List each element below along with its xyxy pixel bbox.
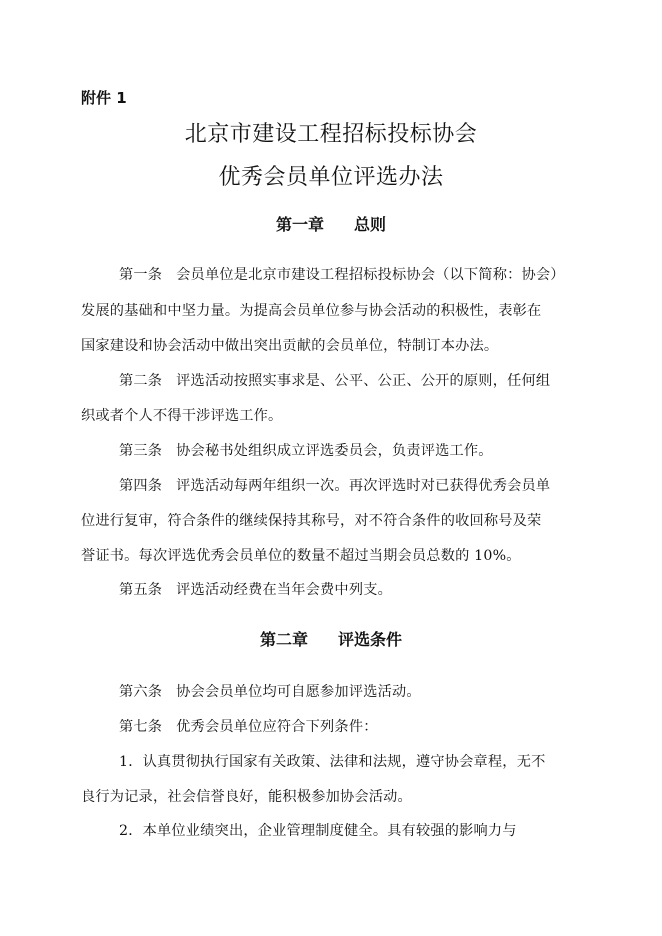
article-text: 协会会员单位均可自愿参加评选活动。: [176, 684, 421, 700]
article-text: 协会秘书处组织成立评选委员会，负责评选工作。: [176, 443, 493, 459]
article-5-line-1: [119, 580, 619, 600]
article-6-line-1: [119, 682, 619, 702]
chapter-heading-1: [0, 214, 662, 236]
document-title-line-1: 北京市建设工程招标投标协会: [184, 122, 478, 147]
article-text: 会员单位是北京市建设工程招标投标协会（以下简称：协会）: [176, 267, 565, 283]
article-2-line-1: [119, 371, 619, 391]
article-label: 第三条: [119, 443, 163, 459]
article-label: 第七条: [119, 719, 163, 735]
attachment-label: 附件 1: [81, 89, 127, 107]
chapter-heading-2: [0, 629, 662, 651]
document-title-line-2: 优秀会员单位评选办法: [218, 165, 444, 190]
chapter-number: 第一章: [275, 215, 324, 234]
chapter-name: 评选条件: [338, 630, 403, 649]
article-text: 评选活动按照实事求是、公平、公正、公开的原则，任何组: [176, 373, 551, 389]
article-3-line-1: [119, 441, 619, 461]
article-label: 第四条: [119, 478, 163, 494]
article-label: 第六条: [119, 684, 163, 700]
condition-2-line-1: 2．本单位业绩突出，企业管理制度健全。具有较强的影响力与: [119, 823, 517, 839]
article-text: 评选活动每两年组织一次。再次评选时对已获得优秀会员单: [176, 478, 551, 494]
article-2-line-2: 织或者个人不得干涉评选工作。: [81, 408, 283, 424]
article-1-line-3: 国家建设和协会活动中做出突出贡献的会员单位，特制订本办法。: [81, 338, 499, 354]
article-1-line-2: 发展的基础和中坚力量。为提高会员单位参与协会活动的积极性，表彰在: [81, 303, 542, 319]
article-text: 优秀会员单位应符合下列条件：: [176, 719, 378, 735]
article-label: 第二条: [119, 373, 163, 389]
chapter-name: 总则: [354, 215, 387, 234]
condition-1-line-1: 1．认真贯彻执行国家有关政策、法律和法规，遵守协会章程，无不: [119, 754, 546, 770]
article-4-line-1: [119, 476, 619, 496]
article-text: 评选活动经费在当年会费中列支。: [176, 582, 392, 598]
article-7-line-1: [119, 717, 619, 737]
article-4-line-3: 誉证书。每次评选优秀会员单位的数量不超过当期会员总数的 10%。: [81, 548, 521, 564]
article-label: 第一条: [119, 267, 163, 283]
article-1-line-1: [119, 265, 619, 285]
article-label: 第五条: [119, 582, 163, 598]
chapter-number: 第二章: [259, 630, 308, 649]
article-4-line-2: 位进行复审，符合条件的继续保持其称号，对不符合条件的收回称号及荣: [81, 513, 542, 529]
condition-1-line-2: 良行为记录，社会信誉良好，能积极参加协会活动。: [81, 789, 412, 805]
